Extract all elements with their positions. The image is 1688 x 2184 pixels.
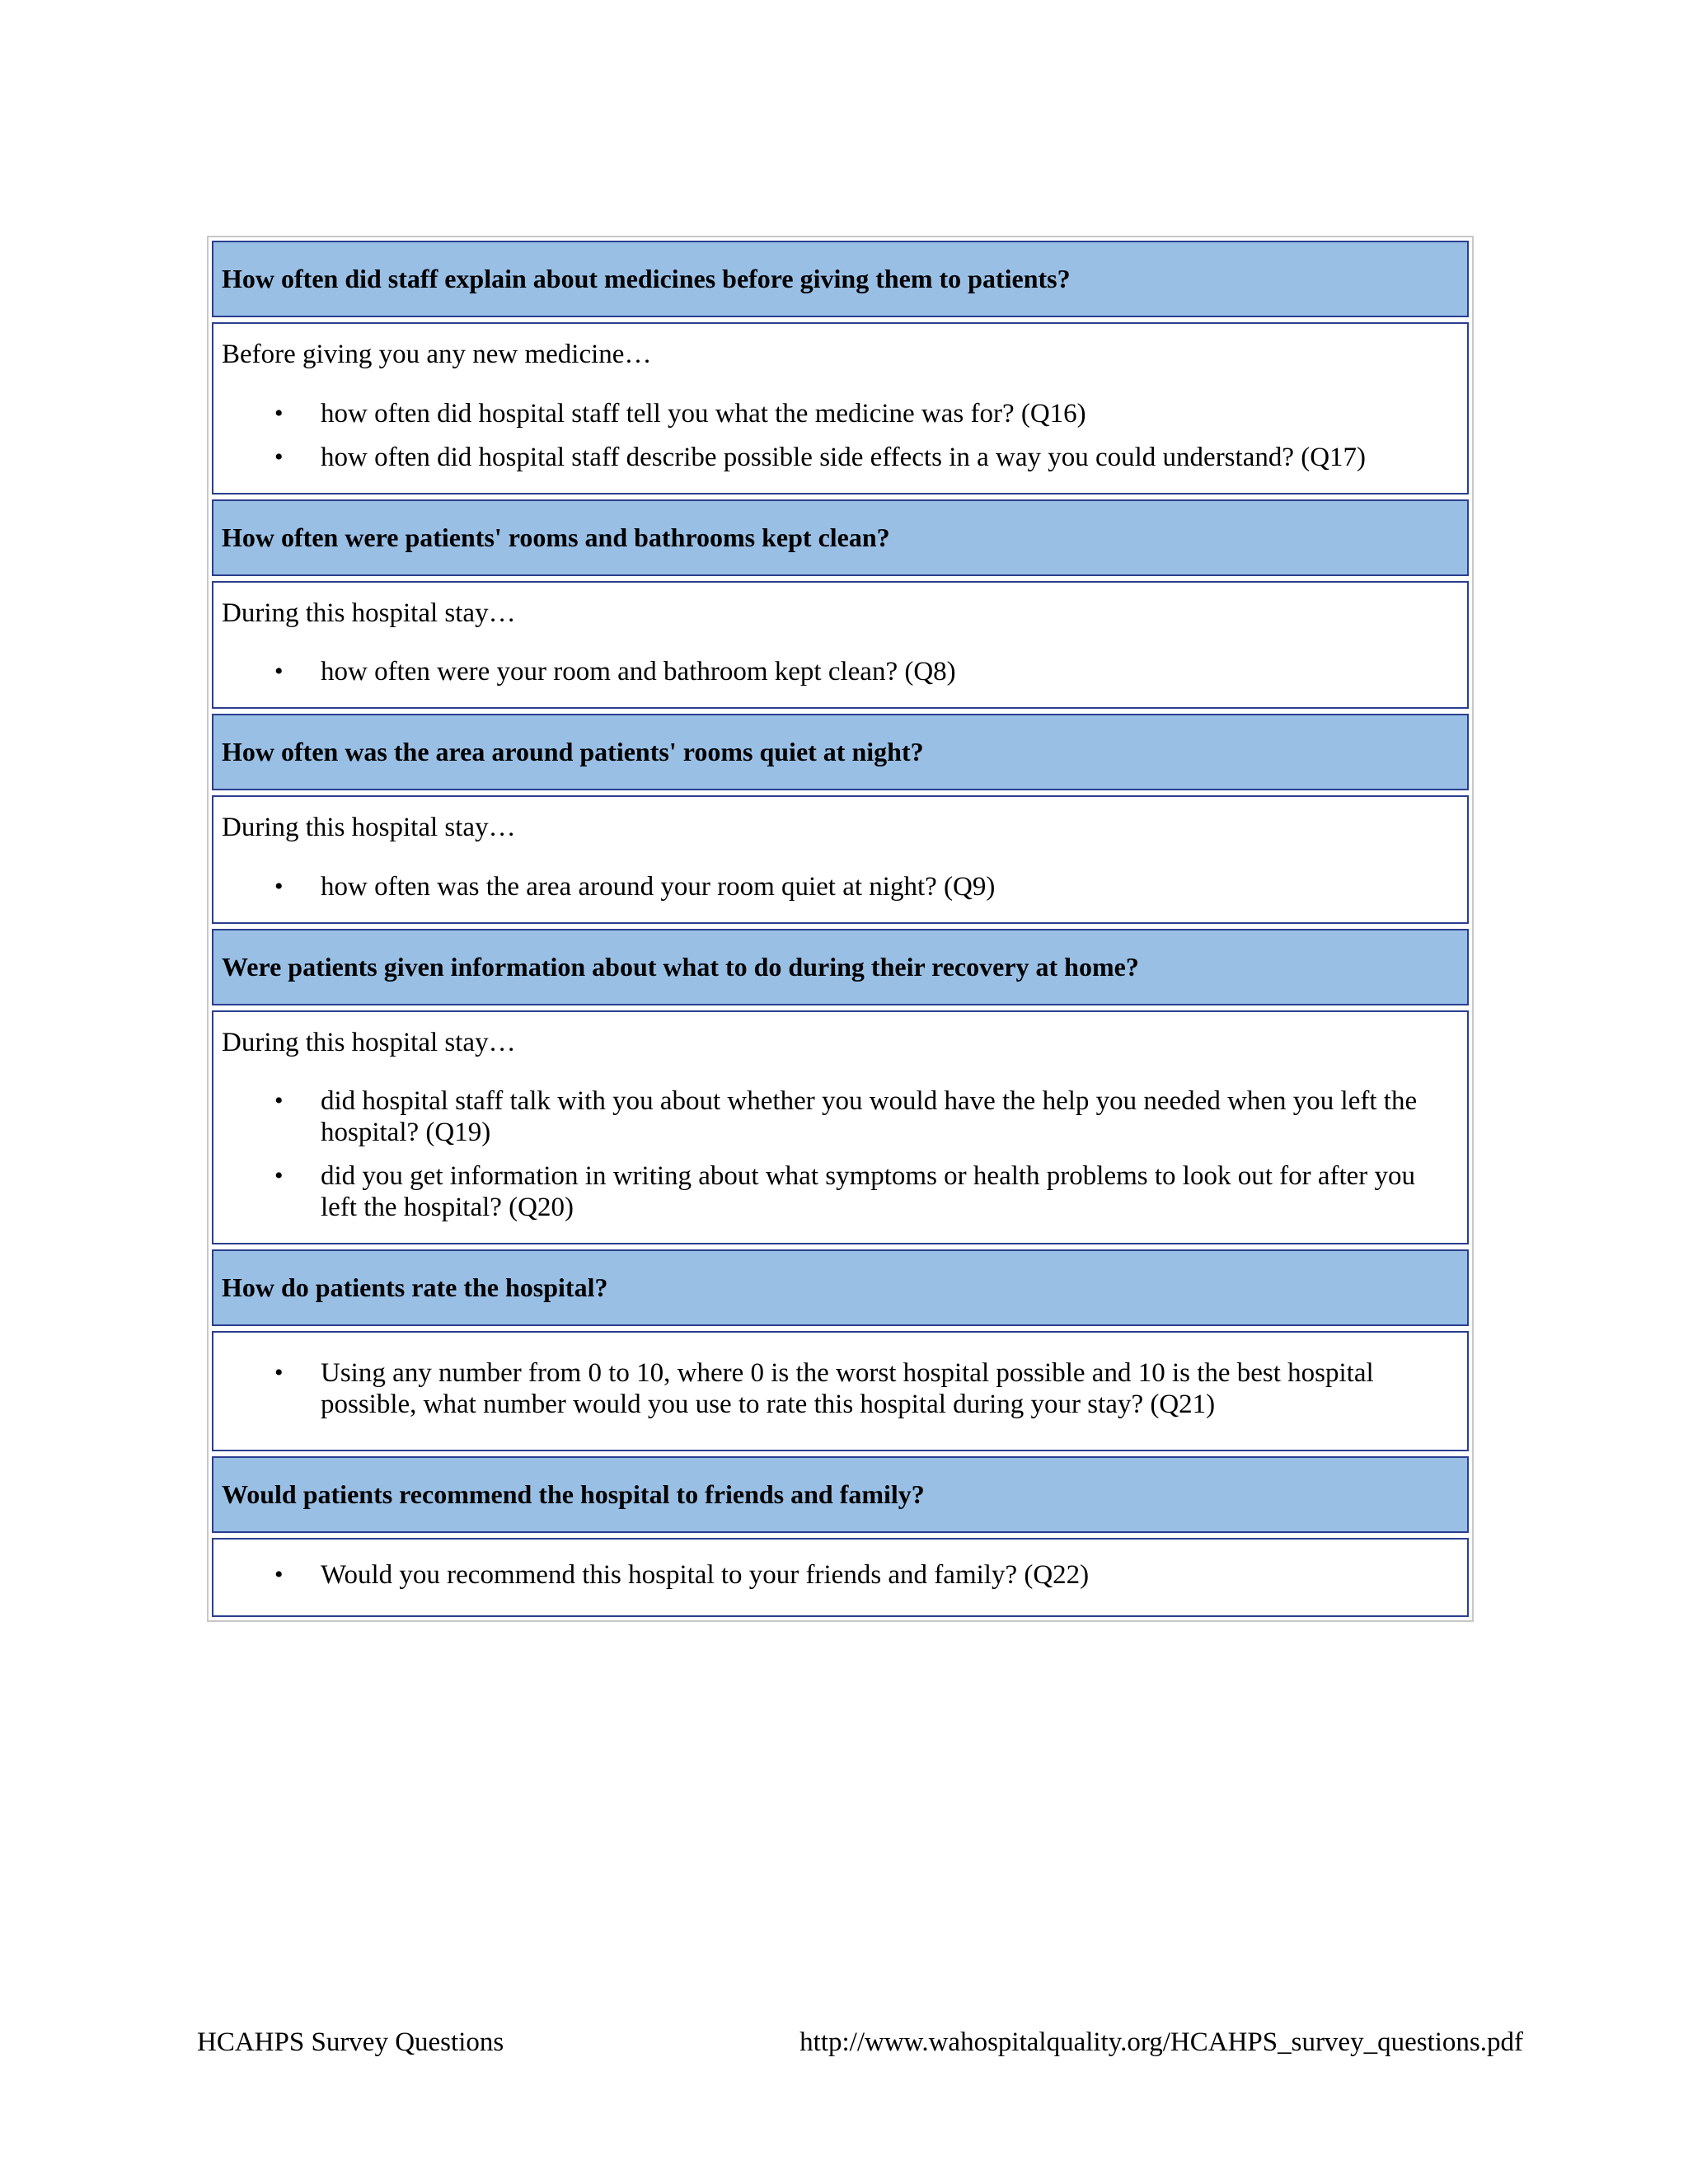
question-list: [222, 871, 1459, 902]
section-heading-text: How often was the area around patients' rooms quiet at night?: [222, 737, 924, 767]
bullet-icon: •: [274, 1359, 284, 1387]
list-item: • did hospital staff talk with you about whether you would have the help you needed when you left the hospital? (Q19): [274, 1086, 1418, 1148]
bullet-icon: •: [274, 872, 284, 900]
list-item: • Would you recommend this hospital to your friends and family? (Q22): [274, 1560, 1090, 1591]
list-item: • how often did hospital staff tell you what the medicine was for? (Q16): [274, 398, 1086, 429]
question-list: [222, 398, 1459, 473]
list-item: • did you get information in writing about what symptoms or health problems to look out for after you left the hospital? (Q20): [274, 1161, 1416, 1223]
section-heading-text: Were patients given information about what to do during their recovery at home?: [222, 951, 1139, 982]
section-body: [212, 581, 1469, 710]
question-list: [222, 1357, 1459, 1420]
section-body: [212, 1010, 1469, 1245]
section-body: [212, 795, 1469, 924]
bullet-icon: •: [274, 1561, 284, 1589]
section-heading-text: How often were patients' rooms and bathrooms kept clean?: [222, 522, 890, 552]
bullet-icon: •: [274, 443, 284, 471]
section-heading-text: How often did staff explain about medicines before giving them to patients?: [222, 264, 1071, 293]
list-item: • how often did hospital staff describe possible side effects in a way you could understand? (Q17): [274, 442, 1367, 472]
footer-url: http://www.wahospitalquality.org/HCAHPS_survey_questions.pdf: [799, 2027, 1523, 2057]
section-heading: [212, 499, 1469, 576]
section-intro: During this hospital stay…: [222, 598, 516, 628]
question-list: [222, 1085, 1459, 1223]
section-intro: During this hospital stay…: [222, 1027, 516, 1057]
footer-title: HCAHPS Survey Questions: [197, 2027, 504, 2057]
section-intro: During this hospital stay…: [222, 813, 516, 843]
survey-table: [207, 236, 1474, 1622]
bullet-icon: •: [274, 1087, 284, 1115]
section-body: [212, 322, 1469, 494]
section-heading-text: How do patients rate the hospital?: [222, 1272, 608, 1303]
section-body: [212, 1331, 1469, 1451]
question-list: [222, 656, 1459, 687]
section-body: [212, 1538, 1469, 1617]
section-heading-text: Would patients recommend the hospital to friends and family?: [222, 1479, 925, 1510]
section-intro: Before giving you any new medicine…: [222, 340, 652, 369]
list-item: • how often were your room and bathroom kept clean? (Q8): [274, 657, 956, 687]
section-heading: [212, 1249, 1469, 1326]
section-heading: [212, 1456, 1469, 1533]
question-list: [222, 1559, 1459, 1591]
bullet-icon: •: [274, 658, 284, 686]
list-item: • how often was the area around your room quiet at night? (Q9): [274, 871, 996, 902]
bullet-icon: •: [274, 399, 284, 427]
section-heading: [212, 929, 1469, 1005]
section-heading: [212, 241, 1469, 317]
section-heading: [212, 714, 1469, 790]
list-item: • Using any number from 0 to 10, where 0 is the worst hospital possible and 10 is the best hospital possible, what number would you use to rate this hospital during your stay? (Q21): [274, 1358, 1374, 1420]
bullet-icon: •: [274, 1162, 284, 1190]
